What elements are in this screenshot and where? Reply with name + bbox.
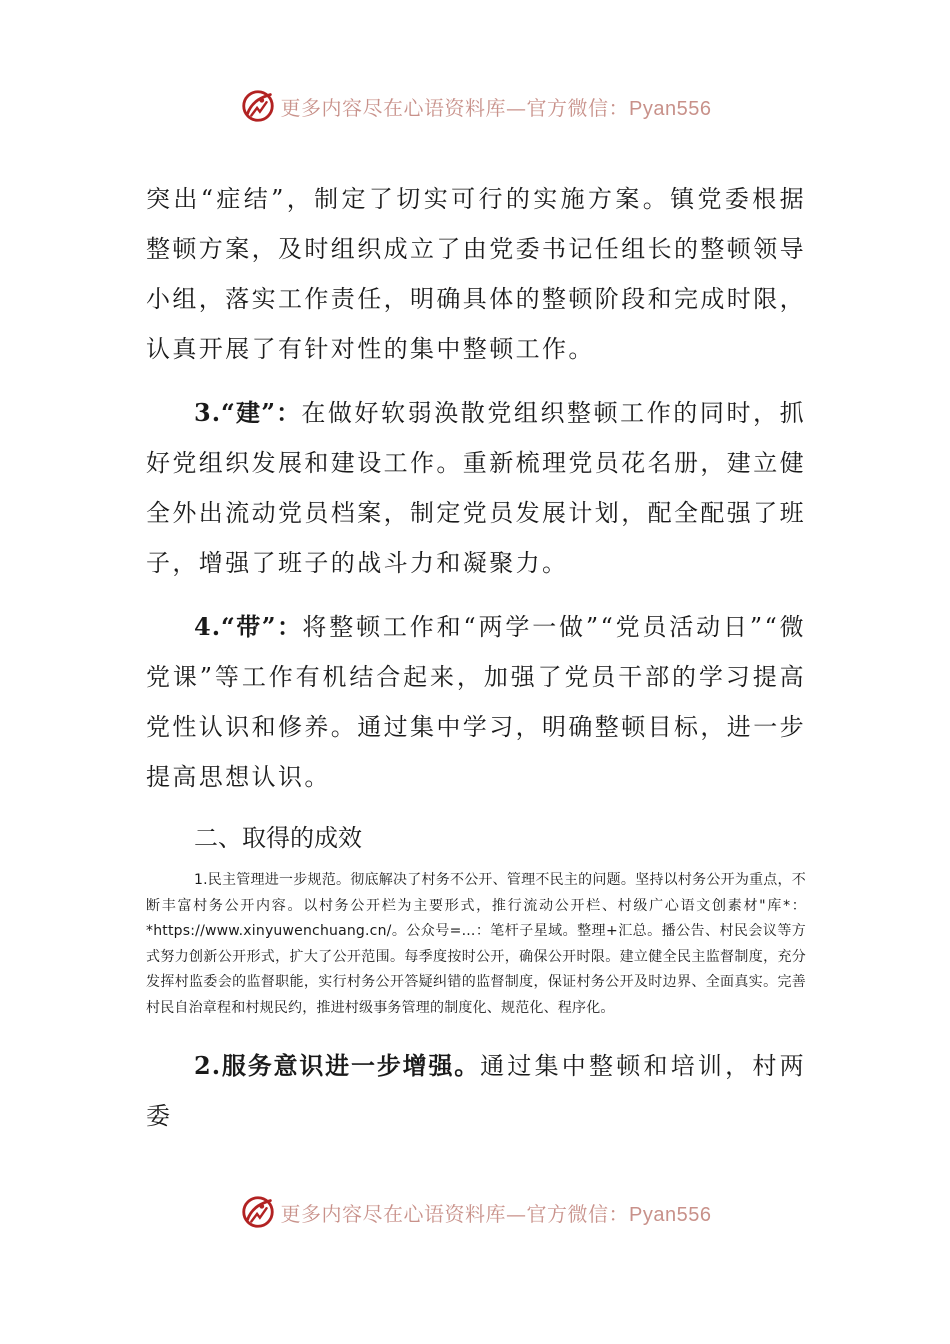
paragraph-service — [146, 1041, 806, 1141]
paragraph-jian-label: 3.“建”： — [194, 398, 302, 427]
paragraph-continuation: 突出“症结”，制定了切实可行的实施方案。镇党委根据整顿方案，及时组织成立了由党委书记任组长的整顿领导小组，落实工作责任，明确具体的整顿阶段和完成时限，认真开展了有针对性的集中整顿工作。 — [146, 185, 806, 363]
document-body — [146, 174, 806, 1141]
banner-promo-text: 更多内容尽在心语资料库—官方微信： — [280, 95, 630, 120]
paragraph-democracy: 1.民主管理进一步规范。彻底解决了村务不公开、管理不民主的问题。坚持以村务公开为重点，不断丰富村务公开内容。以村务公开栏为主要形式，推行流动公开栏、村级广心语文创素材"库*：*https://www.xinyuwenchuang.cn/。公众号=...：笔杆子星域。整理+汇总。播公告、村民会议等方式努力创新公开形式，扩大了公开范围。每季度按时公开，确保公开时限。建立健全民主监督制度，充分发挥村监委会的监督职能，实行村务公开答疑纠错的监督制度，保证村务公开及时边界、全面真实。完善村民自治章程和村规民约，推进村级事务管理的制度化、规范化、程序化。 — [146, 872, 806, 1016]
paragraph-service-label: 2.服务意识进一步增强。 — [194, 1051, 481, 1080]
paragraph-dai — [146, 602, 806, 802]
banner-wechat-id: Pyan556 — [629, 1203, 712, 1226]
section-heading: 二、取得的成效 — [194, 824, 362, 852]
footer-banner — [0, 1192, 950, 1232]
header-banner-text — [281, 92, 712, 121]
paragraph-jian-text: 在做好软弱涣散党组织整顿工作的同时，抓好党组织发展和建设工作。重新梳理党员花名册，建立健全外出流动党员档案，制定党员发展计划，配全配强了班子，增强了班子的战斗力和凝聚力。 — [146, 399, 806, 577]
banner-wechat-id: Pyan556 — [629, 97, 712, 120]
paragraph-service-text: 通过集中整顿和培训，村两委 — [146, 1052, 806, 1130]
header-banner — [0, 86, 950, 126]
footer-banner-text — [281, 1198, 712, 1227]
logo-icon — [239, 87, 277, 125]
paragraph-jian — [146, 388, 806, 588]
logo-icon — [239, 1193, 277, 1231]
banner-promo-text: 更多内容尽在心语资料库—官方微信： — [280, 1201, 630, 1226]
paragraph-dai-text: 将整顿工作和“两学一做”“党员活动日”“微党课”等工作有机结合起来，加强了党员干部的学习提高党性认识和修养。通过集中学习，明确整顿目标，进一步提高思想认识。 — [146, 613, 806, 791]
paragraph-dai-label: 4.“带”： — [194, 612, 303, 641]
